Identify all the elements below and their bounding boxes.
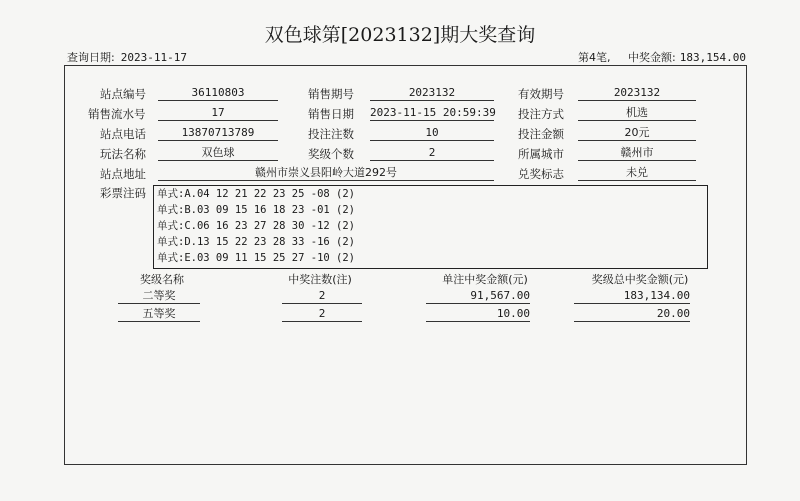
bet-count-value: 10: [370, 126, 494, 141]
play-name-value: 双色球: [158, 146, 278, 161]
prize-row-unit: 10.00: [426, 307, 530, 322]
phone-label: 站点电话: [100, 127, 146, 141]
ticket-line: 单式:B.03 09 15 16 18 23 -01 (2): [157, 204, 356, 216]
sale-date-value: 2023-11-15 20:59:39: [370, 106, 496, 119]
phone-value: 13870713789: [158, 126, 278, 141]
query-date-label: 查询日期:: [67, 51, 115, 64]
address-value: 赣州市崇义县阳岭大道292号: [158, 166, 494, 181]
prize-levels-value: 2: [370, 146, 494, 161]
prize-header-count: 中奖注数(注): [288, 273, 352, 286]
prize-header-total: 奖级总中奖金额(元): [591, 273, 689, 286]
ticket-box: [153, 185, 708, 269]
prize-row-count: 2: [282, 307, 362, 322]
prize-row-total: 183,134.00: [574, 289, 690, 304]
prize-row-total: 20.00: [574, 307, 690, 322]
address-label: 站点地址: [100, 167, 146, 181]
valid-period-label: 有效期号: [518, 87, 564, 101]
ticket-line: 单式:D.13 15 22 23 28 33 -16 (2): [157, 236, 356, 248]
sale-period-value: 2023132: [370, 86, 494, 101]
summary-amount: 183,154.00: [679, 51, 746, 64]
prize-row-name: 二等奖: [118, 289, 200, 304]
station-no-label: 站点编号: [100, 87, 146, 101]
city-value: 赣州市: [578, 146, 696, 161]
bet-amount-label: 投注金额: [518, 127, 564, 141]
sale-serial-value: 17: [158, 106, 278, 121]
bet-method-label: 投注方式: [518, 107, 564, 121]
bet-method-value: 机选: [578, 106, 696, 121]
sale-date-label: 销售日期: [308, 107, 354, 121]
prize-row-count: 2: [282, 289, 362, 304]
redeem-flag-label: 兑奖标志: [518, 167, 564, 181]
prize-header-name: 奖级名称: [140, 273, 184, 286]
station-no-value: 36110803: [158, 86, 278, 101]
summary: [578, 49, 746, 65]
prize-row-name: 五等奖: [118, 307, 200, 322]
ticket-label: 彩票注码: [100, 186, 146, 200]
ticket-line: 单式:C.06 16 23 27 28 30 -12 (2): [157, 220, 356, 232]
city-label: 所属城市: [518, 147, 564, 161]
redeem-flag-value: 未兑: [578, 166, 696, 181]
valid-period-value: 2023132: [578, 86, 696, 101]
play-name-label: 玩法名称: [100, 147, 146, 161]
page-title: 双色球第[2023132]期大奖查询: [264, 24, 536, 46]
summary-count: 第4笔,: [578, 51, 611, 64]
ticket-line: 单式:A.04 12 21 22 23 25 -08 (2): [157, 188, 356, 200]
bet-count-label: 投注注数: [308, 127, 354, 141]
query-date-value: 2023-11-17: [120, 51, 187, 64]
sale-serial-label: 销售流水号: [88, 107, 146, 121]
query-date: [67, 49, 187, 65]
summary-amount-label: 中奖金额:: [628, 51, 676, 64]
prize-row-unit: 91,567.00: [426, 289, 530, 304]
bet-amount-value: 20元: [578, 126, 696, 141]
sale-period-label: 销售期号: [308, 87, 354, 101]
prize-header-unit: 单注中奖金额(元): [442, 273, 528, 286]
ticket-line: 单式:E.03 09 11 15 25 27 -10 (2): [157, 252, 356, 264]
prize-levels-label: 奖级个数: [308, 147, 354, 161]
